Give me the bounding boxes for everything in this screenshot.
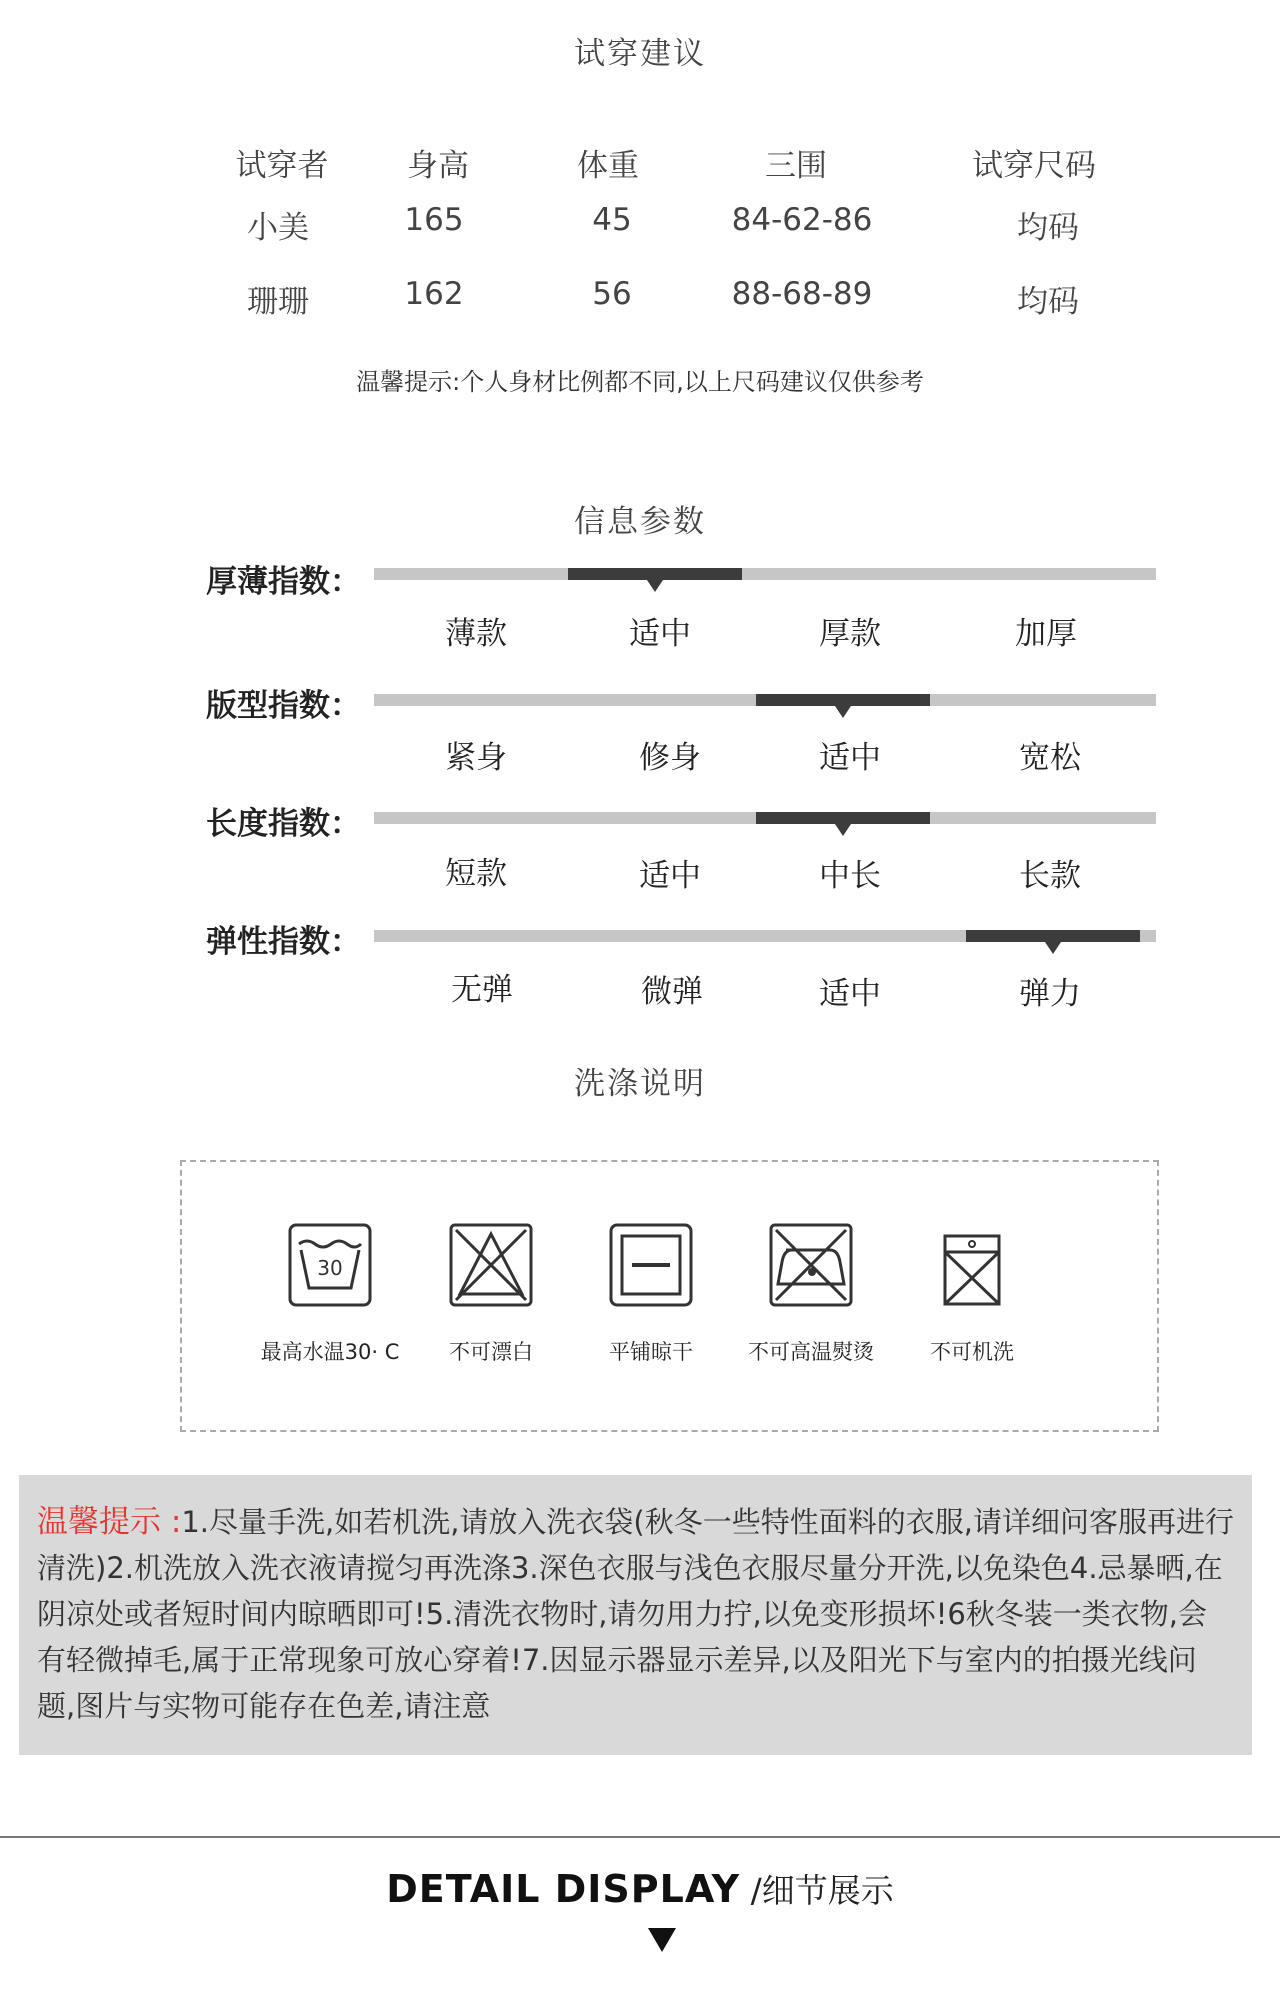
table-row-2-size: 均码 <box>1017 284 1079 320</box>
detail-display-heading <box>0 1865 1280 1912</box>
index-track <box>374 930 1156 942</box>
index-option: 短款 <box>445 856 507 892</box>
tryon-header-measurements: 三围 <box>765 148 827 184</box>
wash-label: 不可机洗 <box>930 1340 1014 1364</box>
wash-instructions-box <box>180 1160 1159 1432</box>
no-machine-wash-icon <box>929 1222 1015 1308</box>
wash-title: 洗涤说明 <box>574 1066 706 1102</box>
index-option: 适中 <box>819 740 881 776</box>
detail-display-sep: / <box>740 1871 762 1910</box>
no-bleach-icon <box>448 1222 534 1308</box>
detail-display-cn: 细节展示 <box>761 1871 894 1910</box>
table-row-1-weight: 45 <box>592 202 632 238</box>
index-option: 厚款 <box>819 616 881 652</box>
index-option: 加厚 <box>1015 616 1077 652</box>
index-pointer-icon <box>835 706 851 718</box>
index-selected-segment <box>568 568 742 580</box>
wash-item <box>731 1222 891 1366</box>
table-row-2-height: 162 <box>404 276 464 312</box>
wash-label: 平铺晾干 <box>609 1340 693 1364</box>
wash-temp-text: 30 <box>317 1256 343 1280</box>
table-row-2-person: 珊珊 <box>247 284 309 320</box>
warm-tip-body: 1.尽量手洗,如若机洗,请放入洗衣袋(秋冬一些特性面料的衣服,请详细问客服再进行清洗)2.机洗放入洗衣液请搅匀再洗涤3.深色衣服与浅色衣服尽量分开洗,以免染色4.忌暴晒,在阴凉处或者短时间内晾晒即可!5.清洗衣物时,请勿用力拧,以免变形损坏!6秋冬装一类衣物,会有轻微掉毛,属于正常现象可放心穿着!7.因显示器显示差异,以及阳光下与室内的拍摄光线问题,图片与实物可能存在色差,请注意 <box>37 1505 1234 1723</box>
index-label: 弹性指数： <box>206 924 361 960</box>
index-label: 版型指数： <box>206 688 361 724</box>
index-track <box>374 568 1156 580</box>
index-option: 宽松 <box>1019 740 1081 776</box>
table-row-2-measurements: 88-68-89 <box>731 276 873 312</box>
index-option: 适中 <box>819 976 881 1012</box>
wash-item <box>892 1222 1052 1366</box>
index-label: 厚薄指数： <box>206 564 361 600</box>
tryon-header-person: 试穿者 <box>235 148 329 184</box>
wash-item <box>411 1222 571 1366</box>
index-pointer-icon <box>647 580 663 592</box>
section-divider <box>0 1836 1280 1838</box>
wash-label: 不可高温熨烫 <box>748 1340 874 1364</box>
index-pointer-icon <box>1045 942 1061 954</box>
index-option: 无弹 <box>451 972 513 1008</box>
table-row-1-height: 165 <box>404 202 464 238</box>
table-row-1-measurements: 84-62-86 <box>731 202 873 238</box>
wash-30-icon <box>287 1222 373 1308</box>
tryon-header-weight: 体重 <box>577 148 639 184</box>
warm-tip-head: 温馨提示 : <box>37 1504 182 1540</box>
tryon-header-height: 身高 <box>407 148 469 184</box>
index-selected-segment <box>756 694 930 706</box>
index-option: 紧身 <box>445 740 507 776</box>
tryon-title: 试穿建议 <box>574 36 706 72</box>
table-row-1-size: 均码 <box>1017 210 1079 246</box>
wash-label: 不可漂白 <box>449 1340 533 1364</box>
index-option: 修身 <box>639 740 701 776</box>
index-label: 长度指数： <box>206 806 361 842</box>
index-pointer-icon <box>835 824 851 836</box>
index-option: 薄款 <box>445 616 507 652</box>
index-selected-segment <box>756 812 930 824</box>
index-option: 长款 <box>1019 858 1081 894</box>
index-option: 弹力 <box>1019 976 1081 1012</box>
index-option: 中长 <box>819 858 881 894</box>
wash-item <box>571 1222 731 1366</box>
table-row-2-weight: 56 <box>592 276 632 312</box>
wash-label: 最高水温30· C <box>260 1340 400 1364</box>
dry-flat-icon <box>608 1222 694 1308</box>
warm-tip-text <box>37 1499 1234 1729</box>
index-track <box>374 812 1156 824</box>
detail-display-en: DETAIL DISPLAY <box>386 1867 741 1911</box>
index-selected-segment <box>966 930 1140 942</box>
info-title: 信息参数 <box>574 504 706 540</box>
index-option: 微弹 <box>641 974 703 1010</box>
down-arrow-icon <box>648 1928 676 1952</box>
table-row-1-person: 小美 <box>247 210 309 246</box>
index-track <box>374 694 1156 706</box>
tryon-tip: 温馨提示:个人身材比例都不同,以上尺码建议仅供参考 <box>356 368 924 396</box>
index-option: 适中 <box>639 858 701 894</box>
no-iron-icon <box>768 1222 854 1308</box>
tryon-header-size: 试穿尺码 <box>972 148 1096 184</box>
wash-item <box>250 1222 410 1366</box>
warm-tip-block <box>19 1475 1252 1755</box>
index-option: 适中 <box>629 616 691 652</box>
